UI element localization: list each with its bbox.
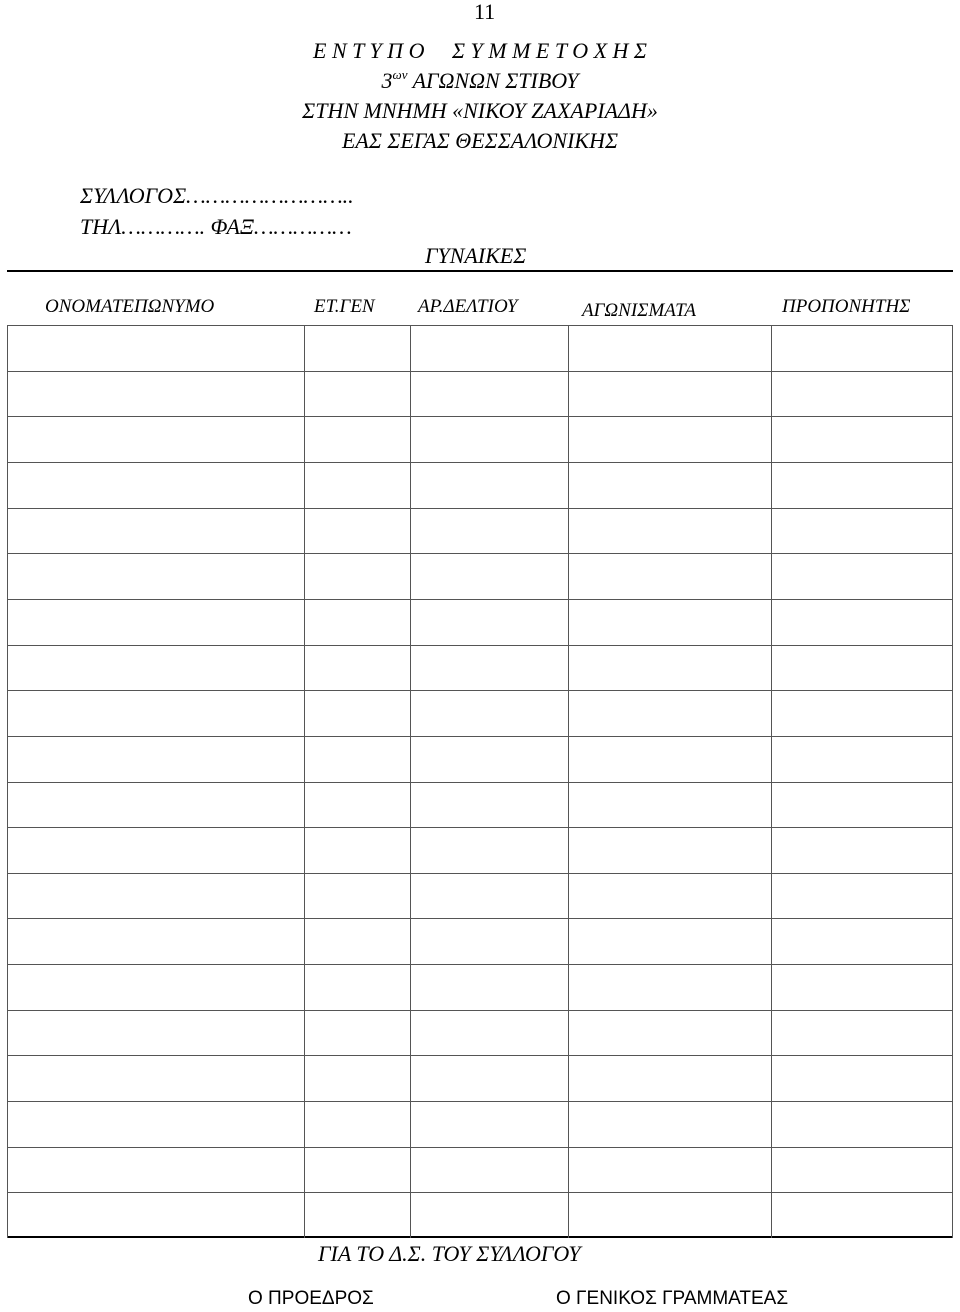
col-header-card-number: ΑΡ.ΔΕΛΤΙΟΥ (418, 296, 518, 317)
page-number: 11 (474, 0, 496, 24)
table-row-line (7, 462, 953, 463)
table-row-line (7, 325, 953, 326)
table-column-line (304, 325, 305, 1238)
secretary-signature: Ο ΓΕΝΙΚΟΣ ΓΡΑΜΜΑΤΕΑΣ (556, 1288, 789, 1309)
form-title (0, 36, 960, 156)
club-field[interactable]: ΣΥΛΛΟΓΟΣ…………………….. (80, 183, 354, 208)
edition-suffix: ων (392, 67, 408, 82)
table-row-line (7, 1010, 953, 1011)
edition-rest: ΑΓΩΝΩΝ ΣΤΙΒΟΥ (407, 68, 579, 93)
table-row-line (7, 827, 953, 828)
table-column-line (7, 325, 8, 1238)
col-header-birth-year: ΕΤ.ΓΕΝ (314, 296, 375, 317)
table-row-line (7, 1147, 953, 1148)
table-row-line (7, 736, 953, 737)
table-row-line (7, 371, 953, 372)
contact-field[interactable]: ΤΗΛ…………. ΦΑΞ…………… (80, 214, 352, 239)
form-title-line-3: ΣΤΗΝ ΜΝΗΜΗ «ΝΙΚΟΥ ΖΑΧΑΡΙΑΔΗ» (302, 98, 658, 123)
table-row-line (7, 1192, 953, 1193)
president-signature: Ο ΠΡΟΕΔΡΟΣ (248, 1288, 374, 1309)
table-row-line (7, 964, 953, 965)
form-title-line-2 (0, 66, 960, 96)
table-column-line (952, 325, 953, 1238)
table-row-line (7, 599, 953, 600)
form-title-line-1: Ε Ν Τ Υ Π Ο Σ Υ Μ Μ Ε Τ Ο Χ Η Σ (313, 38, 647, 63)
table-row-line (7, 690, 953, 691)
table-row-line (7, 918, 953, 919)
table-row-line (7, 416, 953, 417)
col-header-name: ΟΝΟΜΑΤΕΠΩΝΥΜΟ (45, 296, 215, 317)
form-title-line-4: ΕΑΣ ΣΕΓΑΣ ΘΕΣΣΑΛΟΝΙΚΗΣ (341, 128, 619, 153)
col-header-events: ΑΓΩΝΙΣΜΑΤΑ (582, 300, 696, 321)
table-row-line (7, 1055, 953, 1056)
table-column-line (410, 325, 411, 1238)
table-column-line (771, 325, 772, 1238)
table-row-line (7, 873, 953, 874)
table-column-line (568, 325, 569, 1238)
table-row-line (7, 553, 953, 554)
table-row-line (7, 1101, 953, 1102)
category-label: ΓΥΝΑΙΚΕΣ (425, 243, 527, 268)
col-header-coach: ΠΡΟΠΟΝΗΤΗΣ (782, 296, 911, 317)
footer-title: ΓΙΑ ΤΟ Δ.Σ. ΤΟΥ ΣΥΛΛΟΓΟΥ (318, 1241, 581, 1266)
table-row-line (7, 782, 953, 783)
table-row-line (7, 508, 953, 509)
edition-number: 3 (381, 68, 393, 93)
table-row-line (7, 645, 953, 646)
